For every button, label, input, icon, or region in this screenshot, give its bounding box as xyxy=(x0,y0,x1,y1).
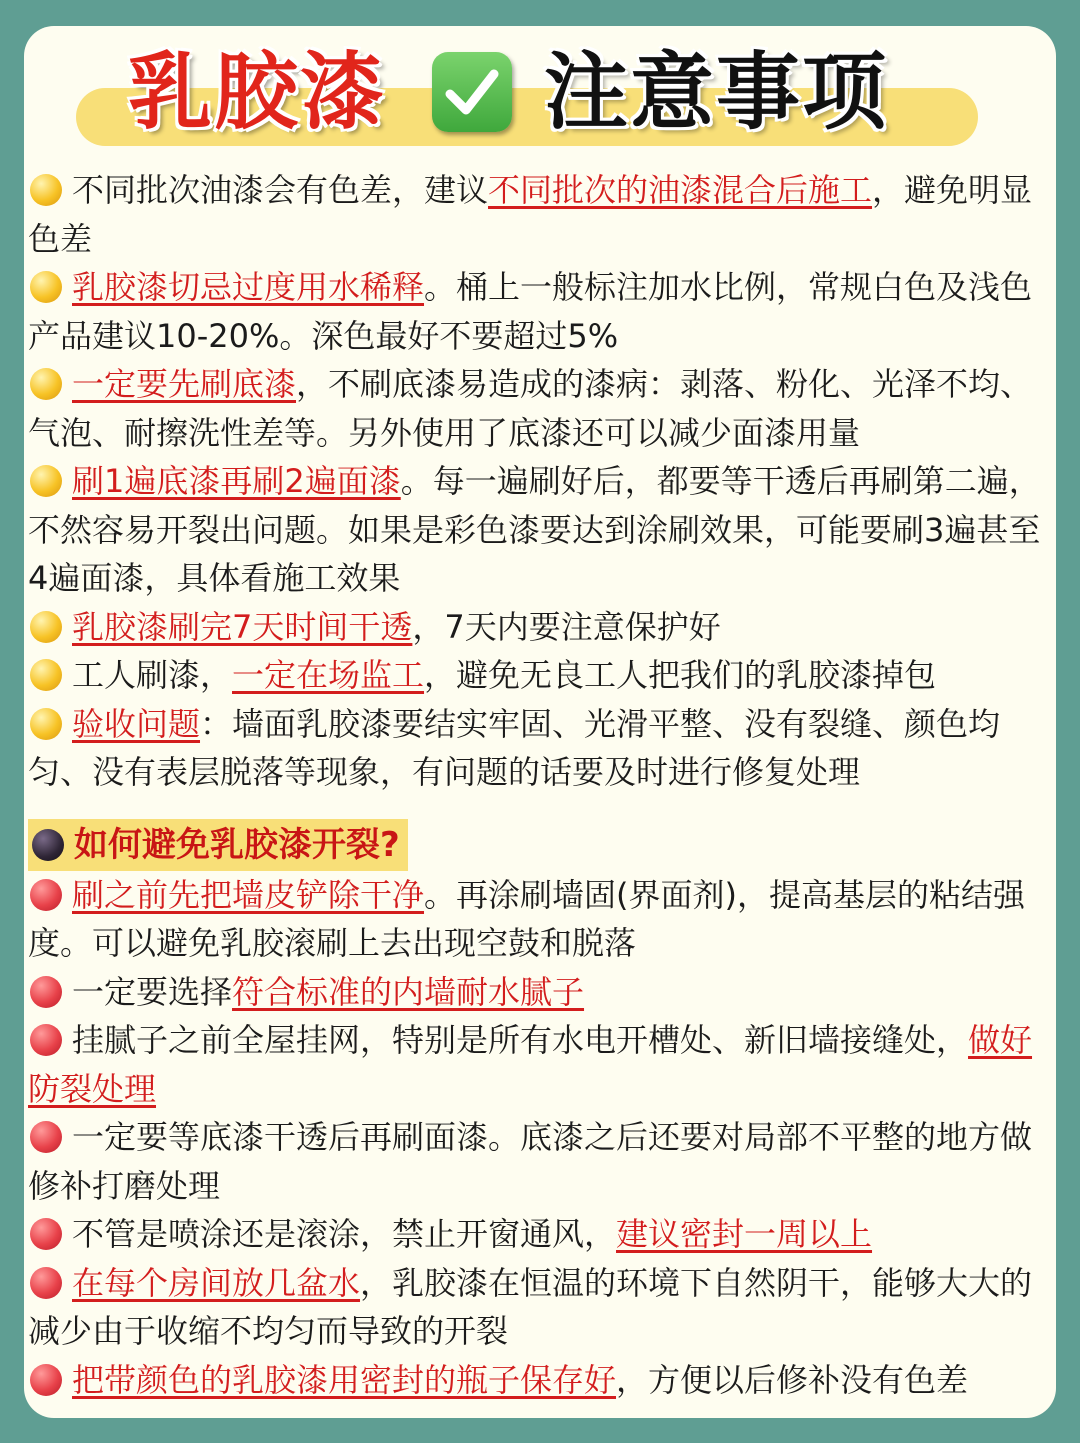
tip-text: ，方便以后修补没有色差 xyxy=(616,1360,969,1399)
tip-text: ：墙面乳胶漆要结实牢固、光滑平整、没有裂缝、颜色均匀、没有表层脱落等现象，有问题的话要及时进行修复处理 xyxy=(28,704,1001,791)
section-title: 如何避免乳胶漆开裂? xyxy=(74,824,400,865)
yellow-circle-icon xyxy=(30,174,62,206)
title-red-text: 乳胶漆 xyxy=(128,43,387,141)
yellow-circle-icon xyxy=(30,465,62,497)
tip-item xyxy=(28,263,1050,360)
tip-text: ，避免无良工人把我们的乳胶漆掉包 xyxy=(424,656,937,694)
tip-item xyxy=(28,700,1050,797)
tip-item xyxy=(28,1259,1050,1356)
yellow-circle-icon xyxy=(30,368,62,400)
red-circle-icon xyxy=(30,1024,62,1056)
tip-highlight: 一定要先刷底漆 xyxy=(72,365,297,403)
tips-list xyxy=(28,166,1050,797)
title-black-text: 注意事项 xyxy=(544,43,889,141)
tip-item xyxy=(28,360,1050,457)
tips-content xyxy=(28,166,1050,1404)
yellow-circle-icon xyxy=(30,271,62,303)
black-circle-icon xyxy=(32,829,64,861)
tip-highlight: 一定在场监工 xyxy=(232,656,425,694)
tip-item xyxy=(28,1210,1050,1259)
red-circle-icon xyxy=(30,1121,62,1153)
tip-highlight: 乳胶漆切忌过度用水稀释 xyxy=(72,268,425,306)
red-circle-icon xyxy=(30,879,62,911)
tip-text: ，7天内要注意保护好 xyxy=(412,607,721,646)
section-heading xyxy=(28,797,1050,871)
section-head-highlight xyxy=(28,819,408,871)
note-card xyxy=(24,26,1056,1418)
tip-text: 。再涂刷墙固(界面剂)，提高基层的粘结强度。可以避免乳胶滚刷上去出现空鼓和脱落 xyxy=(28,875,1025,962)
tip-text: 不管是喷涂还是滚涂，禁止开窗通风， xyxy=(72,1215,617,1253)
tip-item xyxy=(28,457,1050,603)
red-circle-icon xyxy=(30,976,62,1008)
tip-text: 不同批次油漆会有色差，建议 xyxy=(72,171,489,209)
red-circle-icon xyxy=(30,1218,62,1250)
red-circle-icon xyxy=(30,1267,62,1299)
tip-text: ，乳胶漆在恒温的环境下自然阴干，能够大大的减少由于收缩不均匀而导致的开裂 xyxy=(28,1263,1033,1350)
tip-highlight: 刷之前先把墙皮铲除干净 xyxy=(72,875,425,914)
tip-item xyxy=(28,968,1050,1017)
title-area xyxy=(24,26,1056,176)
tip-text: ，避免明显色差 xyxy=(28,171,1033,258)
tip-item xyxy=(28,651,1050,700)
yellow-circle-icon xyxy=(30,708,62,740)
tip-highlight: 验收问题 xyxy=(72,704,201,743)
tip-highlight: 符合标准的内墙耐水腻子 xyxy=(232,972,585,1011)
tip-highlight: 建议密封一周以上 xyxy=(616,1215,873,1253)
tip-text: ，不刷底漆易造成的漆病：剥落、粉化、光泽不均、气泡、耐擦洗性差等。另外使用了底漆还可以减少面漆用量 xyxy=(28,365,1033,452)
tip-item xyxy=(28,1016,1050,1113)
red-circle-icon xyxy=(30,1364,62,1396)
check-mark-icon xyxy=(432,52,512,132)
tip-highlight: 在每个房间放几盆水 xyxy=(72,1263,361,1302)
tip-highlight: 做好防裂处理 xyxy=(28,1021,1033,1108)
tip-text: 工人刷漆， xyxy=(72,656,233,694)
tip-highlight: 乳胶漆刷完7天时间干透 xyxy=(72,607,413,646)
tip-highlight: 把带颜色的乳胶漆用密封的瓶子保存好 xyxy=(72,1360,617,1399)
tip-text: 挂腻子之前全屋挂网，特别是所有水电开槽处、新旧墙接缝处， xyxy=(72,1021,969,1059)
yellow-circle-icon xyxy=(30,659,62,691)
tip-text: 。每一遍刷好后，都要等干透后再刷第二遍，不然容易开裂出问题。如果是彩色漆要达到涂刷效果，可能要刷3遍甚至4遍面漆，具体看施工效果 xyxy=(28,462,1041,597)
tip-item xyxy=(28,1356,1050,1405)
crack-tips-list xyxy=(28,871,1050,1405)
tip-text: 。桶上一般标注加水比例，常规白色及浅色产品建议10-20%。深色最好不要超过5% xyxy=(28,268,1033,355)
tip-item xyxy=(28,603,1050,652)
tip-text: 一定要选择 xyxy=(72,972,233,1011)
tip-item xyxy=(28,1113,1050,1210)
tip-item xyxy=(28,166,1050,263)
tip-text: 一定要等底漆干透后再刷面漆。底漆之后还要对局部不平整的地方做修补打磨处理 xyxy=(28,1118,1033,1205)
tip-item xyxy=(28,871,1050,968)
tip-highlight: 刷1遍底漆再刷2遍面漆 xyxy=(72,462,401,500)
yellow-circle-icon xyxy=(30,611,62,643)
tip-highlight: 不同批次的油漆混合后施工 xyxy=(488,171,873,209)
